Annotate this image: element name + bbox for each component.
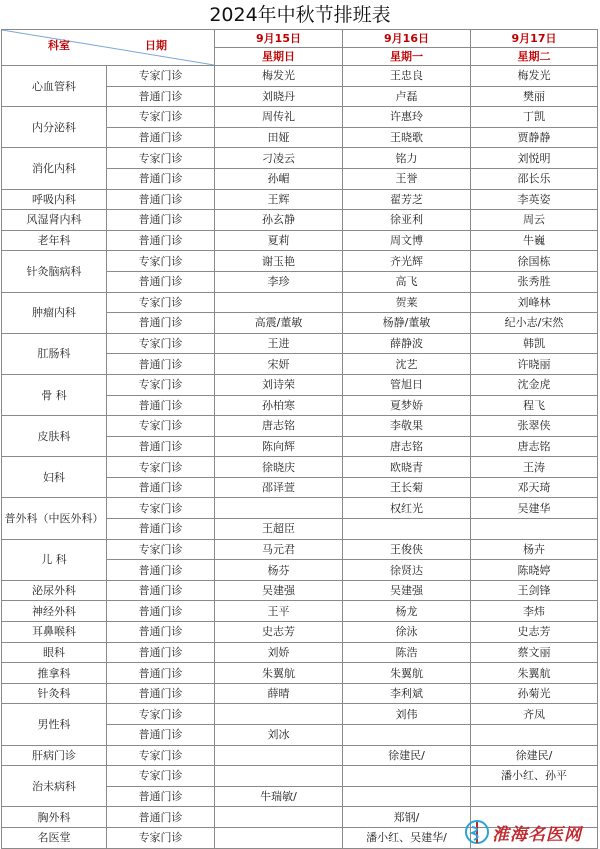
department-cell: 皮肤科 <box>2 416 107 457</box>
doctor-cell-day1: 刁凌云 <box>215 148 343 169</box>
doctor-cell-day1 <box>215 827 343 848</box>
clinic-type-cell: 普通门诊 <box>107 622 215 643</box>
doctor-cell-day3: 李炜 <box>471 601 598 622</box>
table-row <box>2 539 598 560</box>
doctor-cell-day2: 潘小红、吴建华/ <box>343 827 471 848</box>
doctor-cell-day3: 刘峰林 <box>471 292 598 313</box>
clinic-type-cell: 专家门诊 <box>107 107 215 128</box>
clinic-type-cell: 专家门诊 <box>107 251 215 272</box>
schedule-table <box>1 29 598 849</box>
table-row <box>2 66 598 87</box>
department-cell: 风湿肾内科 <box>2 210 107 231</box>
department-cell: 内分泌科 <box>2 107 107 148</box>
clinic-type-cell: 专家门诊 <box>107 766 215 787</box>
clinic-type-cell: 专家门诊 <box>107 457 215 478</box>
clinic-type-cell: 普通门诊 <box>107 395 215 416</box>
doctor-cell-day1 <box>215 766 343 787</box>
table-row <box>2 766 598 787</box>
doctor-cell-day1: 孙柏寒 <box>215 395 343 416</box>
doctor-cell-day2: 杨静/董敏 <box>343 313 471 334</box>
department-cell: 推拿科 <box>2 663 107 684</box>
doctor-cell-day3: 纪小志/宋然 <box>471 313 598 334</box>
department-cell: 眼科 <box>2 642 107 663</box>
clinic-type-cell: 普通门诊 <box>107 601 215 622</box>
doctor-cell-day2: 薛静波 <box>343 333 471 354</box>
doctor-cell-day1: 孙嵋 <box>215 168 343 189</box>
doctor-cell-day1: 牛瑞敏/ <box>215 786 343 807</box>
doctor-cell-day1: 薛晴 <box>215 683 343 704</box>
header-row-dates <box>2 30 598 48</box>
doctor-cell-day1: 徐晓庆 <box>215 457 343 478</box>
doctor-cell-day1: 王辉 <box>215 189 343 210</box>
table-row <box>2 498 598 519</box>
clinic-type-cell: 普通门诊 <box>107 786 215 807</box>
doctor-cell-day2: 王忠良 <box>343 66 471 87</box>
table-row <box>2 210 598 231</box>
clinic-type-cell: 专家门诊 <box>107 292 215 313</box>
table-row <box>2 189 598 210</box>
department-cell: 泌尿外科 <box>2 580 107 601</box>
doctor-cell-day3: 朱翼航 <box>471 663 598 684</box>
doctor-cell-day3: 贾静静 <box>471 127 598 148</box>
doctor-cell-day3: 沈金虎 <box>471 374 598 395</box>
doctor-cell-day2: 沈艺 <box>343 354 471 375</box>
doctor-cell-day1: 吴建强 <box>215 580 343 601</box>
doctor-cell-day2: 周文博 <box>343 230 471 251</box>
doctor-cell-day2 <box>343 766 471 787</box>
weekday-header-2: 星期一 <box>343 48 471 66</box>
doctor-cell-day2: 高飞 <box>343 271 471 292</box>
doctor-cell-day2: 翟芳芝 <box>343 189 471 210</box>
doctor-cell-day3: 王剑锋 <box>471 580 598 601</box>
doctor-cell-day3 <box>471 725 598 746</box>
table-row <box>2 230 598 251</box>
table-row <box>2 292 598 313</box>
doctor-cell-day3: 梅发光 <box>471 66 598 87</box>
clinic-type-cell: 普通门诊 <box>107 560 215 581</box>
doctor-cell-day2: 齐光辉 <box>343 251 471 272</box>
doctor-cell-day3: 史志芳 <box>471 622 598 643</box>
doctor-cell-day2: 吴建强 <box>343 580 471 601</box>
doctor-cell-day1: 刘诗荣 <box>215 374 343 395</box>
doctor-cell-day3: 张翠侠 <box>471 416 598 437</box>
table-row <box>2 683 598 704</box>
table-row <box>2 745 598 766</box>
doctor-cell-day1: 高震/董敏 <box>215 313 343 334</box>
clinic-type-cell: 普通门诊 <box>107 683 215 704</box>
clinic-type-cell: 专家门诊 <box>107 333 215 354</box>
doctor-cell-day2: 权红光 <box>343 498 471 519</box>
doctor-cell-day3: 丁凯 <box>471 107 598 128</box>
doctor-cell-day1: 周传礼 <box>215 107 343 128</box>
doctor-cell-day3: 王涛 <box>471 457 598 478</box>
doctor-cell-day2: 徐贤达 <box>343 560 471 581</box>
clinic-type-cell: 普通门诊 <box>107 127 215 148</box>
clinic-type-cell: 专家门诊 <box>107 374 215 395</box>
dept-header-label: 科室 <box>48 39 70 52</box>
doctor-cell-day2: 刘伟 <box>343 704 471 725</box>
doctor-cell-day3: 韩凯 <box>471 333 598 354</box>
department-cell: 肛肠科 <box>2 333 107 374</box>
department-cell: 名医堂 <box>2 827 107 848</box>
doctor-cell-day2: 唐志铭 <box>343 436 471 457</box>
clinic-type-cell: 普通门诊 <box>107 807 215 828</box>
department-cell: 消化内科 <box>2 148 107 189</box>
doctor-cell-day3: 邵长乐 <box>471 168 598 189</box>
weekday-header-3: 星期二 <box>471 48 598 66</box>
doctor-cell-day2: 王晓歌 <box>343 127 471 148</box>
doctor-cell-day3: 樊丽 <box>471 86 598 107</box>
clinic-type-cell: 普通门诊 <box>107 580 215 601</box>
weekday-header-1: 星期日 <box>215 48 343 66</box>
date-header-1: 9月15日 <box>215 30 343 48</box>
doctor-cell-day2 <box>343 725 471 746</box>
table-row <box>2 642 598 663</box>
doctor-cell-day1: 宋妍 <box>215 354 343 375</box>
doctor-cell-day1: 陈向辉 <box>215 436 343 457</box>
doctor-cell-day2: 徐亚利 <box>343 210 471 231</box>
header-corner-cell <box>2 30 215 66</box>
doctor-cell-day1: 田娅 <box>215 127 343 148</box>
clinic-type-cell: 专家门诊 <box>107 66 215 87</box>
doctor-cell-day1: 李珍 <box>215 271 343 292</box>
table-row <box>2 416 598 437</box>
table-row <box>2 333 598 354</box>
doctor-cell-day2: 王长菊 <box>343 477 471 498</box>
doctor-cell-day2: 许惠玲 <box>343 107 471 128</box>
doctor-cell-day1 <box>215 498 343 519</box>
clinic-type-cell: 专家门诊 <box>107 539 215 560</box>
department-cell: 肿瘤内科 <box>2 292 107 333</box>
clinic-type-cell: 普通门诊 <box>107 189 215 210</box>
clinic-type-cell: 普通门诊 <box>107 436 215 457</box>
doctor-cell-day1: 夏莉 <box>215 230 343 251</box>
doctor-cell-day2: 李利斌 <box>343 683 471 704</box>
doctor-cell-day1: 刘晓丹 <box>215 86 343 107</box>
clinic-type-cell: 专家门诊 <box>107 704 215 725</box>
doctor-cell-day1 <box>215 745 343 766</box>
table-row <box>2 374 598 395</box>
clinic-type-cell: 普通门诊 <box>107 725 215 746</box>
medical-snake-logo-icon <box>462 818 492 846</box>
doctor-cell-day2: 管旭日 <box>343 374 471 395</box>
doctor-cell-day1 <box>215 292 343 313</box>
date-header-label: 日期 <box>145 39 167 52</box>
department-cell: 针灸科 <box>2 683 107 704</box>
department-cell: 肝病门诊 <box>2 745 107 766</box>
clinic-type-cell: 普通门诊 <box>107 354 215 375</box>
doctor-cell-day1: 刘冰 <box>215 725 343 746</box>
table-row <box>2 457 598 478</box>
department-cell: 胸外科 <box>2 807 107 828</box>
doctor-cell-day3: 许晓丽 <box>471 354 598 375</box>
doctor-cell-day1: 孙玄静 <box>215 210 343 231</box>
clinic-type-cell: 普通门诊 <box>107 271 215 292</box>
clinic-type-cell: 专家门诊 <box>107 498 215 519</box>
watermark <box>462 818 594 846</box>
doctor-cell-day2: 贺莱 <box>343 292 471 313</box>
doctor-cell-day3: 张秀胜 <box>471 271 598 292</box>
department-cell: 心血管科 <box>2 66 107 107</box>
doctor-cell-day3: 徐建民/ <box>471 745 598 766</box>
doctor-cell-day1: 王进 <box>215 333 343 354</box>
doctor-cell-day2: 欧晓青 <box>343 457 471 478</box>
doctor-cell-day2: 卢磊 <box>343 86 471 107</box>
doctor-cell-day2: 杨龙 <box>343 601 471 622</box>
doctor-cell-day3 <box>471 786 598 807</box>
doctor-cell-day3: 潘小红、孙平 <box>471 766 598 787</box>
doctor-cell-day3: 吴建华 <box>471 498 598 519</box>
department-cell: 男性科 <box>2 704 107 745</box>
doctor-cell-day2: 朱翼航 <box>343 663 471 684</box>
clinic-type-cell: 普通门诊 <box>107 210 215 231</box>
department-cell: 普外科（中医外科） <box>2 498 107 539</box>
clinic-type-cell: 专家门诊 <box>107 745 215 766</box>
doctor-cell-day3 <box>471 519 598 540</box>
department-cell: 耳鼻喉科 <box>2 622 107 643</box>
department-cell: 儿 科 <box>2 539 107 580</box>
department-cell: 呼吸内科 <box>2 189 107 210</box>
doctor-cell-day3: 程飞 <box>471 395 598 416</box>
table-row <box>2 663 598 684</box>
diagonal-divider <box>2 30 214 65</box>
clinic-type-cell: 普通门诊 <box>107 313 215 334</box>
department-cell: 老年科 <box>2 230 107 251</box>
page-title: 2024年中秋节排班表 <box>209 4 391 26</box>
doctor-cell-day2: 徐泳 <box>343 622 471 643</box>
doctor-cell-day3: 邓天琦 <box>471 477 598 498</box>
doctor-cell-day1: 杨芬 <box>215 560 343 581</box>
clinic-type-cell: 普通门诊 <box>107 477 215 498</box>
doctor-cell-day1: 梅发光 <box>215 66 343 87</box>
watermark-text: 淮海名医网 <box>492 825 582 845</box>
doctor-cell-day2: 陈浩 <box>343 642 471 663</box>
doctor-cell-day1: 史志芳 <box>215 622 343 643</box>
table-row <box>2 251 598 272</box>
doctor-cell-day3: 杨卉 <box>471 539 598 560</box>
clinic-type-cell: 专家门诊 <box>107 416 215 437</box>
doctor-cell-day1: 谢玉艳 <box>215 251 343 272</box>
doctor-cell-day1: 马元君 <box>215 539 343 560</box>
doctor-cell-day1: 王超臣 <box>215 519 343 540</box>
doctor-cell-day1 <box>215 807 343 828</box>
doctor-cell-day1 <box>215 704 343 725</box>
department-cell: 妇科 <box>2 457 107 498</box>
doctor-cell-day1: 朱翼航 <box>215 663 343 684</box>
department-cell: 神经外科 <box>2 601 107 622</box>
doctor-cell-day2 <box>343 519 471 540</box>
table-row <box>2 704 598 725</box>
doctor-cell-day2: 王俊侠 <box>343 539 471 560</box>
doctor-cell-day3: 刘悦明 <box>471 148 598 169</box>
doctor-cell-day3: 唐志铭 <box>471 436 598 457</box>
table-row <box>2 107 598 128</box>
doctor-cell-day3: 周云 <box>471 210 598 231</box>
clinic-type-cell: 普通门诊 <box>107 86 215 107</box>
doctor-cell-day2 <box>343 786 471 807</box>
table-row <box>2 601 598 622</box>
doctor-cell-day1: 王平 <box>215 601 343 622</box>
doctor-cell-day3: 蔡文丽 <box>471 642 598 663</box>
doctor-cell-day3: 李英姿 <box>471 189 598 210</box>
clinic-type-cell: 普通门诊 <box>107 230 215 251</box>
doctor-cell-day2: 李敬果 <box>343 416 471 437</box>
doctor-cell-day2: 夏梦娇 <box>343 395 471 416</box>
doctor-cell-day2: 铭力 <box>343 148 471 169</box>
doctor-cell-day2: 王誉 <box>343 168 471 189</box>
clinic-type-cell: 普通门诊 <box>107 168 215 189</box>
doctor-cell-day3: 徐国栋 <box>471 251 598 272</box>
table-row <box>2 580 598 601</box>
clinic-type-cell: 专家门诊 <box>107 148 215 169</box>
doctor-cell-day1: 刘娇 <box>215 642 343 663</box>
doctor-cell-day3: 孙菊光 <box>471 683 598 704</box>
doctor-cell-day1: 邵译萱 <box>215 477 343 498</box>
date-header-2: 9月16日 <box>343 30 471 48</box>
clinic-type-cell: 普通门诊 <box>107 642 215 663</box>
doctor-cell-day1: 唐志铭 <box>215 416 343 437</box>
doctor-cell-day3: 牛巍 <box>471 230 598 251</box>
doctor-cell-day3: 陈晓婷 <box>471 560 598 581</box>
clinic-type-cell: 普通门诊 <box>107 519 215 540</box>
doctor-cell-day2: 徐建民/ <box>343 745 471 766</box>
department-cell: 治未病科 <box>2 766 107 807</box>
clinic-type-cell: 专家门诊 <box>107 827 215 848</box>
table-row <box>2 148 598 169</box>
table-row <box>2 622 598 643</box>
department-cell: 针灸脑病科 <box>2 251 107 292</box>
department-cell: 骨 科 <box>2 374 107 415</box>
doctor-cell-day2: 郑钢/ <box>343 807 471 828</box>
clinic-type-cell: 普通门诊 <box>107 663 215 684</box>
doctor-cell-day3: 齐凤 <box>471 704 598 725</box>
date-header-3: 9月17日 <box>471 30 598 48</box>
